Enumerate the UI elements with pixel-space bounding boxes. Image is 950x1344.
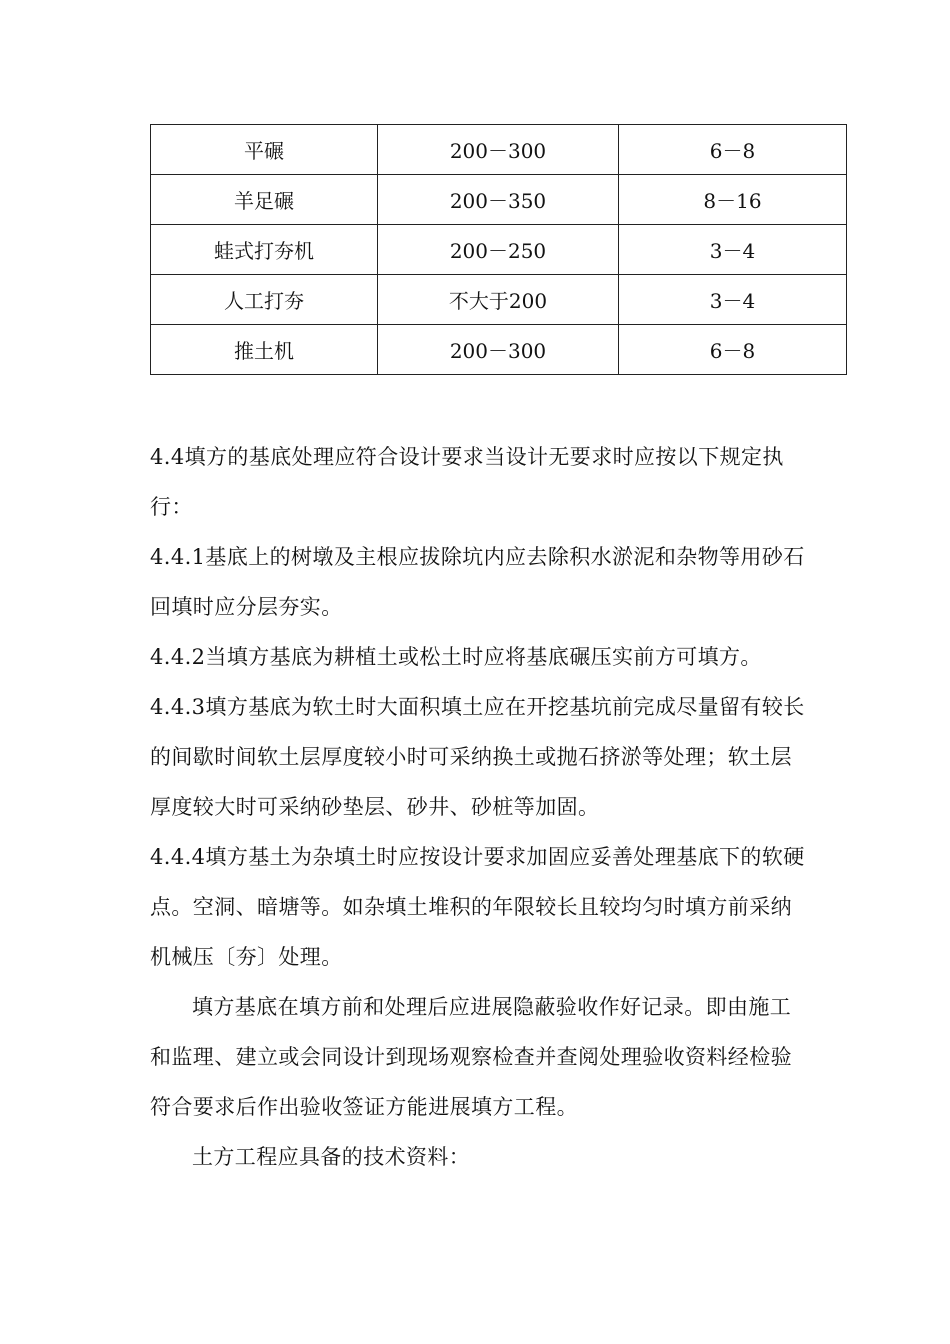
table-cell-machine: 人工打夯 [151, 275, 378, 325]
table-row [151, 275, 847, 325]
table-row [151, 175, 847, 225]
paragraph-4-4-1: 4.4.1基底上的树墩及主根应拔除坑内应去除积水淤泥和杂物等用砂石回填时应分层夯实。 [150, 545, 805, 619]
table-cell-thickness: 200－300 [378, 125, 619, 175]
table-cell-thickness: 200－350 [378, 175, 619, 225]
paragraph-4-4: 4.4填方的基底处理应符合设计要求当设计无要求时应按以下规定执行： [150, 445, 784, 519]
compaction-table [150, 124, 847, 375]
table-row [151, 325, 847, 375]
table-row [151, 225, 847, 275]
table-cell-machine: 平碾 [151, 125, 378, 175]
paragraph-4-4-3: 4.4.3填方基底为软土时大面积填土应在开挖基坑前完成尽量留有较长的间歇时间软土层厚度较小时可采纳换土或抛石挤淤等处理；软土层厚度较大时可采纳砂垫层、砂井、砂桩等加固。 [150, 695, 805, 819]
paragraph-4-4-4: 4.4.4填方基土为杂填土时应按设计要求加固应妥善处理基底下的软硬点。空洞、暗塘等。如杂填土堆积的年限较长且较均匀时填方前采纳机械压〔夯〕处理。 [150, 845, 805, 969]
table-row [151, 125, 847, 175]
table-cell-thickness: 200－300 [378, 325, 619, 375]
table-cell-passes: 3－4 [619, 275, 847, 325]
table-cell-passes: 6－8 [619, 125, 847, 175]
body-text [150, 432, 810, 1182]
paragraph-technical-docs: 土方工程应具备的技术资料： [192, 1145, 471, 1169]
table-cell-passes: 8－16 [619, 175, 847, 225]
table-cell-machine: 推土机 [151, 325, 378, 375]
table-cell-machine: 羊足碾 [151, 175, 378, 225]
compaction-table-container [150, 124, 846, 375]
table-cell-thickness: 不大于200 [378, 275, 619, 325]
paragraph-inspection: 填方基底在填方前和处理后应进展隐蔽验收作好记录。即由施工和监理、建立或会同设计到现场观察检查并查阅处理验收资料经检验符合要求后作出验收签证方能进展填方工程。 [150, 995, 792, 1119]
paragraph-4-4-2: 4.4.2当填方基底为耕植土或松土时应将基底碾压实前方可填方。 [150, 645, 762, 669]
table-cell-machine: 蛙式打夯机 [151, 225, 378, 275]
table-cell-thickness: 200－250 [378, 225, 619, 275]
table-cell-passes: 3－4 [619, 225, 847, 275]
table-cell-passes: 6－8 [619, 325, 847, 375]
